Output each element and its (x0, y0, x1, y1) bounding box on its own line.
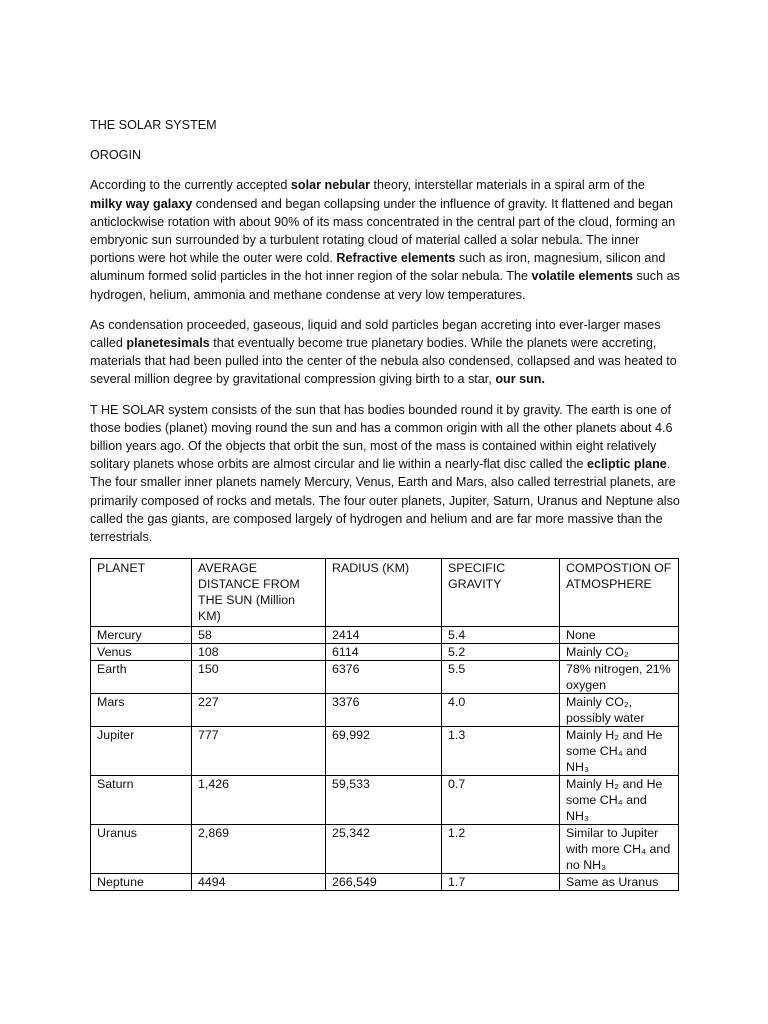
bold-term: volatile elements (531, 269, 633, 284)
table-cell: 5.5 (442, 661, 560, 694)
paragraph-solar-system (90, 401, 680, 547)
table-cell: 58 (192, 627, 326, 644)
document-body (90, 116, 680, 891)
table-cell: 4494 (192, 874, 326, 891)
table-cell: 4.0 (442, 694, 560, 727)
table-row (91, 627, 679, 644)
text-run: . The four smaller inner planets namely Mercury, Venus, Earth and Mars, also called terrestrial planets, are primarily composed of rocks and metals. The four outer planets, Jupiter, Saturn, Uranus and Neptune also called the gas giants, are composed largely of hydrogen and helium and are far more massive than the terrestrials. (90, 457, 680, 545)
table-cell: 6376 (326, 661, 442, 694)
table-cell: Mainly H₂ and He some CH₄ and NH₃ (560, 727, 679, 776)
text-run: such as hydrogen, helium, ammonia and methane condense at very low temperatures. (90, 269, 680, 302)
table-cell: 5.2 (442, 644, 560, 661)
table-cell: 59,533 (326, 776, 442, 825)
table-cell: Same as Uranus (560, 874, 679, 891)
table-cell: Uranus (91, 825, 192, 874)
table-cell: Neptune (91, 874, 192, 891)
table-row (91, 874, 679, 891)
bold-term: ecliptic plane (586, 457, 667, 472)
table-cell: Similar to Jupiter with more CH₄ and no NH₃ (560, 825, 679, 874)
text-run: T HE SOLAR system consists of the sun that has bodies bounded round it by gravity. The earth is one of those bodies (planet) moving round the sun and has a common origin with all the other planets about 4.6 billion years ago. Of the objects that orbit the sun, most of the mass is contained within eight relatively solitary planets whose orbits are almost circular and lie within a nearly-flat disc called the (90, 402, 673, 472)
table-row (91, 661, 679, 694)
table-cell: Jupiter (91, 727, 192, 776)
text-run: According to the currently accepted (90, 178, 291, 193)
table-cell: 1,426 (192, 776, 326, 825)
table-row (91, 644, 679, 661)
column-header: RADIUS (KM) (326, 559, 442, 627)
table-cell: Venus (91, 644, 192, 661)
column-header: PLANET (91, 559, 192, 627)
table-cell: Mainly CO₂ (560, 644, 679, 661)
text-run: condensed and began collapsing under the influence of gravity. It flattened and began anticlockwise rotation with about 90% of its mass concentrated in the central part of the cloud, forming an embryonic sun surrounded by a turbulent rotating cloud of material called a solar nebula. The inner portions were hot while the outer were cold. (90, 196, 676, 266)
bold-term: planetesimals (126, 336, 210, 351)
table-cell: 1.2 (442, 825, 560, 874)
document-title: THE SOLAR SYSTEM (90, 118, 217, 132)
planet-table (90, 558, 679, 891)
column-header: COMPOSTION OF ATMOSPHERE (560, 559, 679, 627)
table-cell: 25,342 (326, 825, 442, 874)
table-cell: 5.4 (442, 627, 560, 644)
table-header-row (91, 559, 679, 627)
section-heading: OROGIN (90, 148, 142, 163)
table-row (91, 727, 679, 776)
bold-term: milky way galaxy (90, 196, 193, 211)
table-cell: 150 (192, 661, 326, 694)
table-cell: Mainly H₂ and He some CH₄ and NH₃ (560, 776, 679, 825)
table-cell: 0.7 (442, 776, 560, 825)
table-cell: 6114 (326, 644, 442, 661)
table-cell: 1.7 (442, 874, 560, 891)
paragraph-origin (90, 176, 680, 303)
column-header: AVERAGE DISTANCE FROM THE SUN (Million KM) (192, 559, 326, 627)
table-cell: 2,869 (192, 825, 326, 874)
bold-term: our sun. (495, 372, 545, 387)
table-cell: Mars (91, 694, 192, 727)
text-run: that eventually become true planetary bodies. While the planets were accreting, materials that had been pulled into the center of the nebula also condensed, collapsed and was heated to several million degree by gravitational compression giving birth to a star, (90, 336, 677, 387)
table-cell: Mercury (91, 627, 192, 644)
table-cell: None (560, 627, 679, 644)
table-cell: 777 (192, 727, 326, 776)
text-run: theory, interstellar materials in a spiral arm of the (370, 178, 645, 193)
table-row (91, 776, 679, 825)
table-cell: 3376 (326, 694, 442, 727)
bold-term: solar nebular (290, 178, 371, 193)
table-row (91, 825, 679, 874)
text-run: As condensation proceeded, gaseous, liquid and sold particles began accreting into ever-larger mases called (90, 317, 661, 351)
table-cell: Mainly CO₂, possibly water (560, 694, 679, 727)
paragraph-condensation (90, 316, 680, 389)
column-header: SPECIFIC GRAVITY (442, 559, 560, 627)
table-cell: Saturn (91, 776, 192, 825)
table-cell: 266,549 (326, 874, 442, 891)
table-cell: 69,992 (326, 727, 442, 776)
bold-term: Refractive elements (336, 251, 456, 266)
table-cell: Earth (91, 661, 192, 694)
table-cell: 1.3 (442, 727, 560, 776)
table-cell: 108 (192, 644, 326, 661)
table-cell: 2414 (326, 627, 442, 644)
text-run: such as iron, magnesium, silicon and aluminum formed solid particles in the hot inner region of the solar nebula. The (90, 251, 666, 284)
table-row (91, 694, 679, 727)
table-cell: 78% nitrogen, 21% oxygen (560, 661, 679, 694)
table-cell: 227 (192, 694, 326, 727)
